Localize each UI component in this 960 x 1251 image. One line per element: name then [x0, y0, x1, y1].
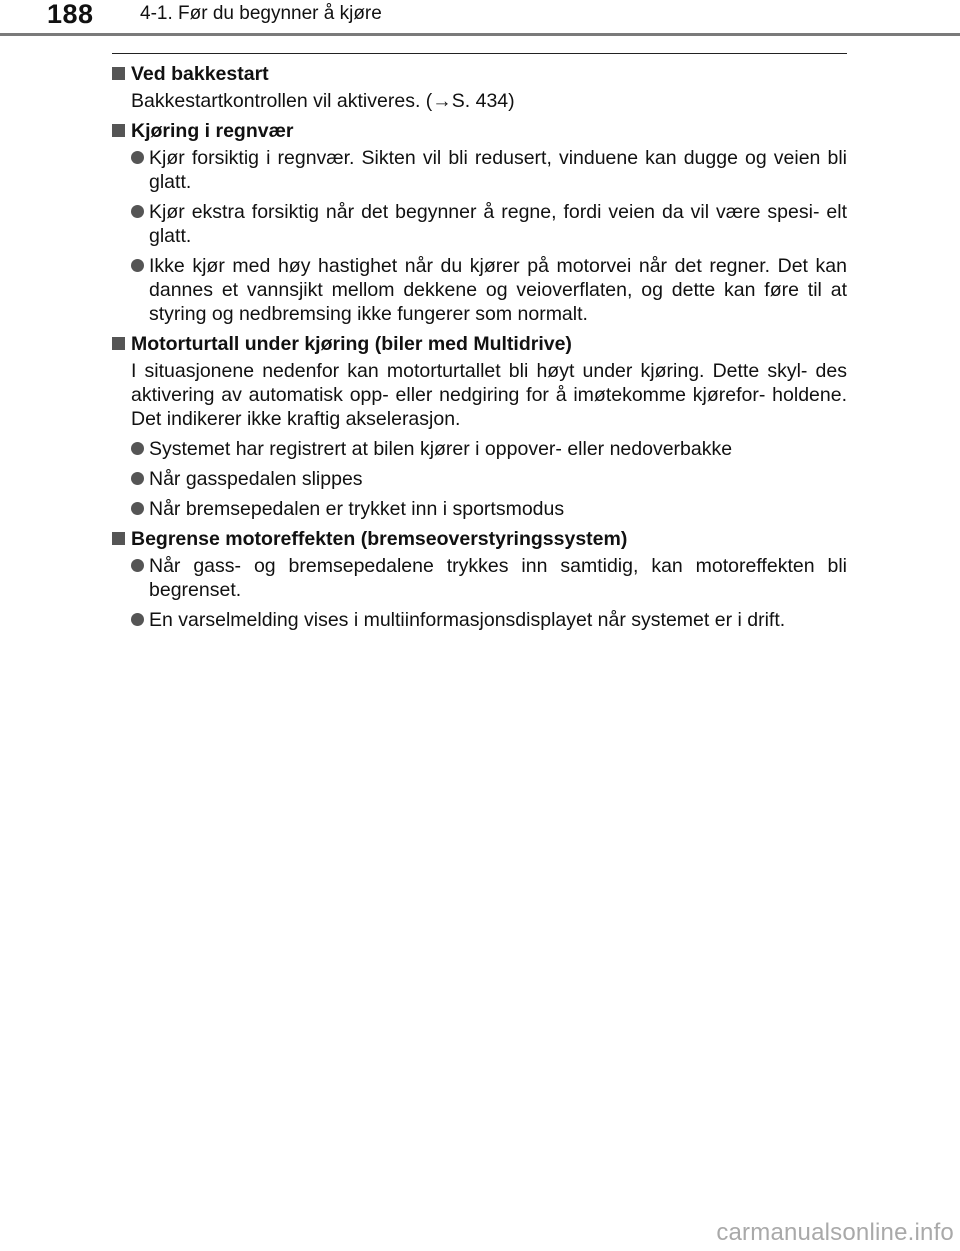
section-heading — [112, 62, 847, 86]
circle-bullet-icon — [131, 442, 144, 455]
circle-bullet-icon — [131, 259, 144, 272]
section-paragraph: I situasjonene nedenfor kan motorturtallet bli høyt under kjøring. Dette skyl- des aktivering av automatisk opp- eller nedgiring for å imøtekomme kjørefor- holdene. Det indikerer ikke kraftig akselerasjon. — [131, 360, 847, 430]
list-item — [131, 254, 847, 326]
section-rain-driving — [112, 119, 847, 326]
circle-bullet-icon — [131, 613, 144, 626]
list-item-text: Kjør forsiktig i regnvær. Sikten vil bli redusert, vinduene kan dugge og veien bli glatt. — [149, 147, 847, 193]
content-divider — [112, 53, 847, 54]
list-item-text: Systemet har registrert at bilen kjører i oppover- eller nedoverbakke — [149, 438, 733, 460]
chapter-title: 4-1. Før du begynner å kjøre — [140, 3, 382, 24]
watermark-link[interactable]: carmanualsonline.info — [716, 1219, 954, 1246]
list-item-text: Når gasspedalen slippes — [149, 468, 363, 490]
section-brake-override — [112, 527, 847, 632]
page-content — [112, 62, 847, 638]
circle-bullet-icon — [131, 472, 144, 485]
list-item — [131, 497, 847, 521]
header-divider — [0, 33, 960, 36]
section-heading — [112, 527, 847, 551]
circle-bullet-icon — [131, 502, 144, 515]
square-bullet-icon — [112, 532, 125, 545]
circle-bullet-icon — [131, 205, 144, 218]
section-heading-text: Motorturtall under kjøring (biler med Multidrive) — [131, 333, 572, 355]
list-item-text: Når gass- og bremsepedalene trykkes inn samtidig, kan motoreffekten bli begrenset. — [149, 555, 847, 601]
list-item — [131, 554, 847, 602]
section-heading-text: Kjøring i regnvær — [131, 120, 294, 142]
list-item-text: Ikke kjør med høy hastighet når du kjører på motorvei når det regner. Det kan dannes et vannsjikt mellom dekkene og veioverflaten, og dette kan føre til at styring og nedbremsing ikke fungerer som normalt. — [149, 255, 847, 325]
circle-bullet-icon — [131, 559, 144, 572]
section-heading-text: Ved bakkestart — [131, 63, 269, 85]
section-engine-speed — [112, 332, 847, 521]
square-bullet-icon — [112, 67, 125, 80]
list-item — [131, 467, 847, 491]
section-heading — [112, 119, 847, 143]
square-bullet-icon — [112, 337, 125, 350]
page-number: 188 — [47, 0, 94, 29]
section-paragraph: Bakkestartkontrollen vil aktiveres. (→S. 434) — [131, 90, 515, 112]
section-hill-start — [112, 62, 847, 113]
list-item-text: Kjør ekstra forsiktig når det begynner å regne, fordi veien da vil være spesi- elt glatt. — [149, 201, 847, 247]
section-heading-text: Begrense motoreffekten (bremseoverstyringssystem) — [131, 528, 628, 550]
list-item — [131, 146, 847, 194]
list-item — [131, 608, 847, 632]
section-heading — [112, 332, 847, 356]
list-item — [131, 200, 847, 248]
page-header — [0, 0, 960, 40]
circle-bullet-icon — [131, 151, 144, 164]
list-item-text: Når bremsepedalen er trykket inn i sportsmodus — [149, 498, 565, 520]
list-item — [131, 437, 847, 461]
list-item-text: En varselmelding vises i multiinformasjonsdisplayet når systemet er i drift. — [149, 609, 786, 631]
square-bullet-icon — [112, 124, 125, 137]
